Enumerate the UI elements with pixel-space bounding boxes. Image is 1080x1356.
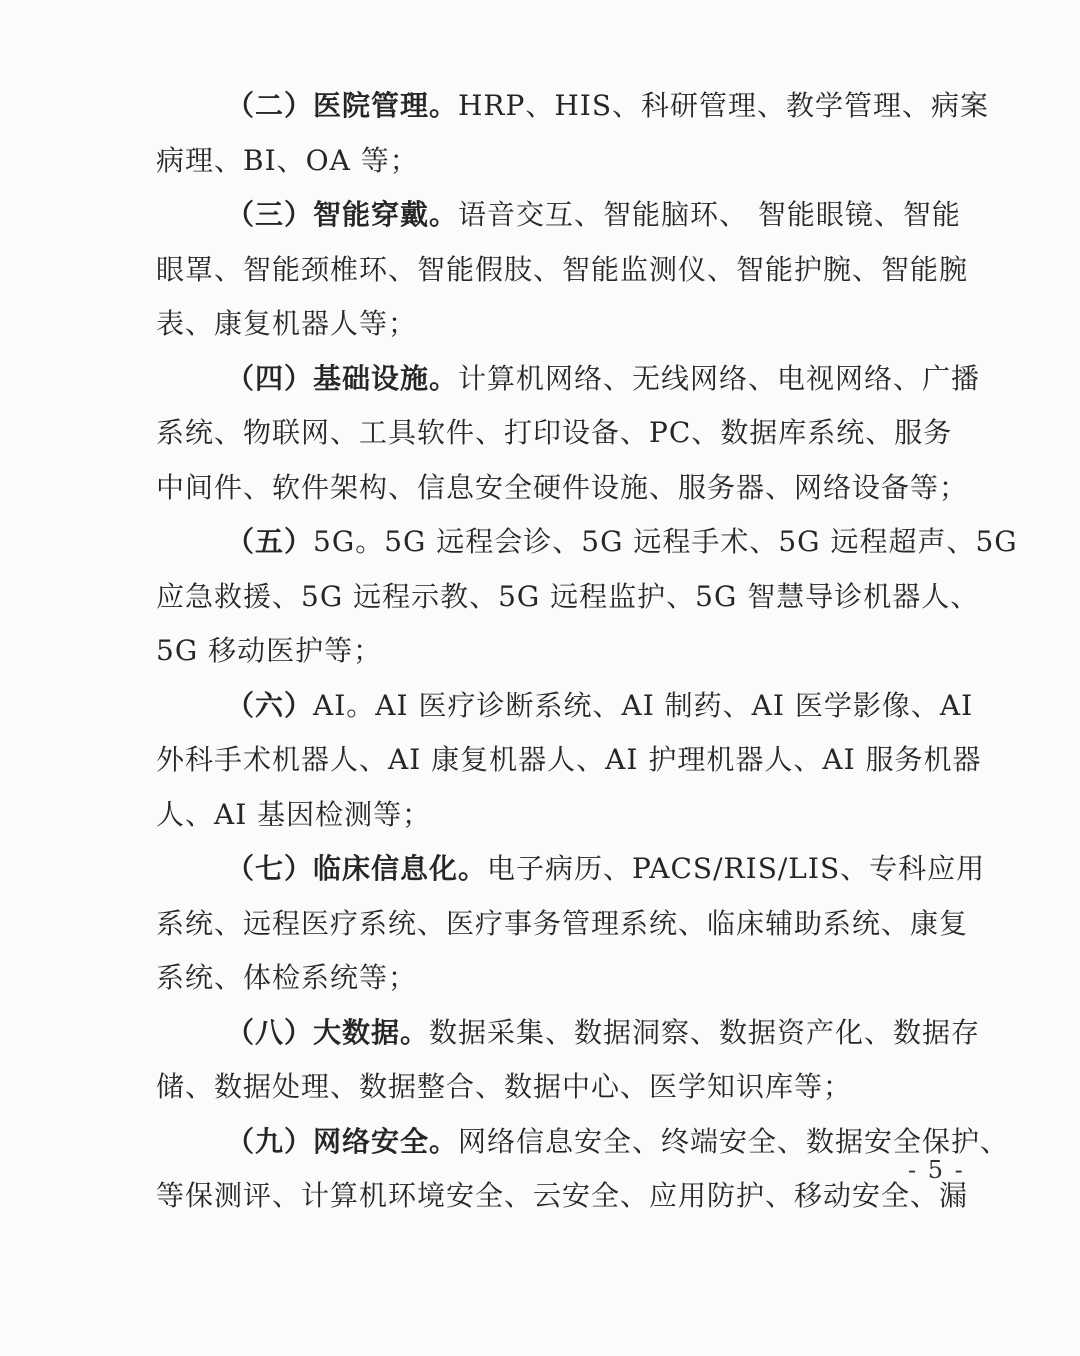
- section-heading: （九）网络安全。: [226, 1124, 459, 1158]
- line-text: 计算机网络、无线网络、电视网络、广播: [458, 361, 981, 395]
- line-text: 网络信息安全、终端安全、数据安全保护、: [458, 1124, 1010, 1158]
- line-text: 电子病历、PACS/RIS/LIS、专科应用: [487, 852, 986, 885]
- paragraph-first-line: [226, 1122, 1026, 1162]
- paragraph-first-line: [226, 195, 1026, 235]
- paragraph-line: [156, 795, 956, 835]
- line-text: 数据采集、数据洞察、数据资产化、数据存: [429, 1015, 981, 1049]
- line-text: 人、AI 基因检测等；: [156, 797, 432, 831]
- line-text: 系统、体检系统等；: [156, 961, 418, 994]
- paragraph-first-line: [226, 359, 1026, 399]
- paragraph-line: [156, 740, 982, 780]
- paragraph-line: [156, 631, 956, 671]
- paragraph-line: [156, 304, 956, 344]
- line-text: 眼罩、智能颈椎环、智能假肢、智能监测仪、智能护腕、智能腕: [156, 252, 969, 286]
- line-text: 5G。5G 远程会诊、5G 远程手术、5G 远程超声、5G: [313, 525, 1018, 558]
- section-heading: （三）智能穿戴。: [226, 198, 459, 231]
- line-text: AI。AI 医疗诊断系统、AI 制药、AI 医学影像、AI: [313, 688, 974, 722]
- paragraph-first-line: [226, 686, 1026, 726]
- line-text: 系统、物联网、工具软件、打印设备、PC、数据库系统、服务: [156, 416, 953, 449]
- line-text: 中间件、软件架构、信息安全硬件设施、服务器、网络设备等；: [156, 470, 969, 504]
- paragraph-line: [156, 1176, 969, 1216]
- paragraph-line: [156, 1067, 956, 1107]
- paragraph-line: [156, 468, 969, 508]
- line-text: 语音交互、智能脑环、 智能眼镜、智能: [458, 198, 961, 231]
- line-text: 5G 移动医护等；: [156, 634, 383, 667]
- line-text: 系统、远程医疗系统、医疗事务管理系统、临床辅助系统、康复: [156, 906, 969, 940]
- line-text: 等保测评、计算机环境安全、云安全、应用防护、移动安全、漏: [156, 1179, 969, 1212]
- section-heading: （六）: [226, 688, 314, 722]
- page-number: - 5 -: [908, 1156, 965, 1184]
- line-text: 应急救援、5G 远程示教、5G 远程监护、5G 智慧导诊机器人、: [156, 579, 980, 613]
- line-text: 外科手术机器人、AI 康复机器人、AI 护理机器人、AI 服务机器: [156, 743, 982, 776]
- section-heading: （八）大数据。: [226, 1015, 430, 1049]
- section-heading: （五）: [226, 525, 314, 558]
- line-text: 储、数据处理、数据整合、数据中心、医学知识库等；: [156, 1070, 853, 1103]
- line-text: 病理、BI、OA 等；: [156, 143, 419, 177]
- paragraph-line: [156, 904, 969, 944]
- line-text: HRP、HIS、科研管理、教学管理、病案: [458, 89, 990, 122]
- paragraph-line: [156, 413, 956, 453]
- paragraph-first-line: [226, 849, 1026, 889]
- paragraph-line: [156, 250, 969, 290]
- paragraph-line: [156, 958, 956, 998]
- paragraph-line: [156, 141, 956, 181]
- section-heading: （四）基础设施。: [226, 361, 459, 395]
- line-text: 表、康复机器人等；: [156, 307, 418, 340]
- section-heading: （二）医院管理。: [226, 89, 459, 122]
- section-heading: （七）临床信息化。: [226, 852, 488, 885]
- paragraph-first-line: [226, 86, 1026, 126]
- paragraph-first-line: [226, 522, 1026, 562]
- paragraph-first-line: [226, 1013, 1026, 1053]
- paragraph-line: [156, 577, 980, 617]
